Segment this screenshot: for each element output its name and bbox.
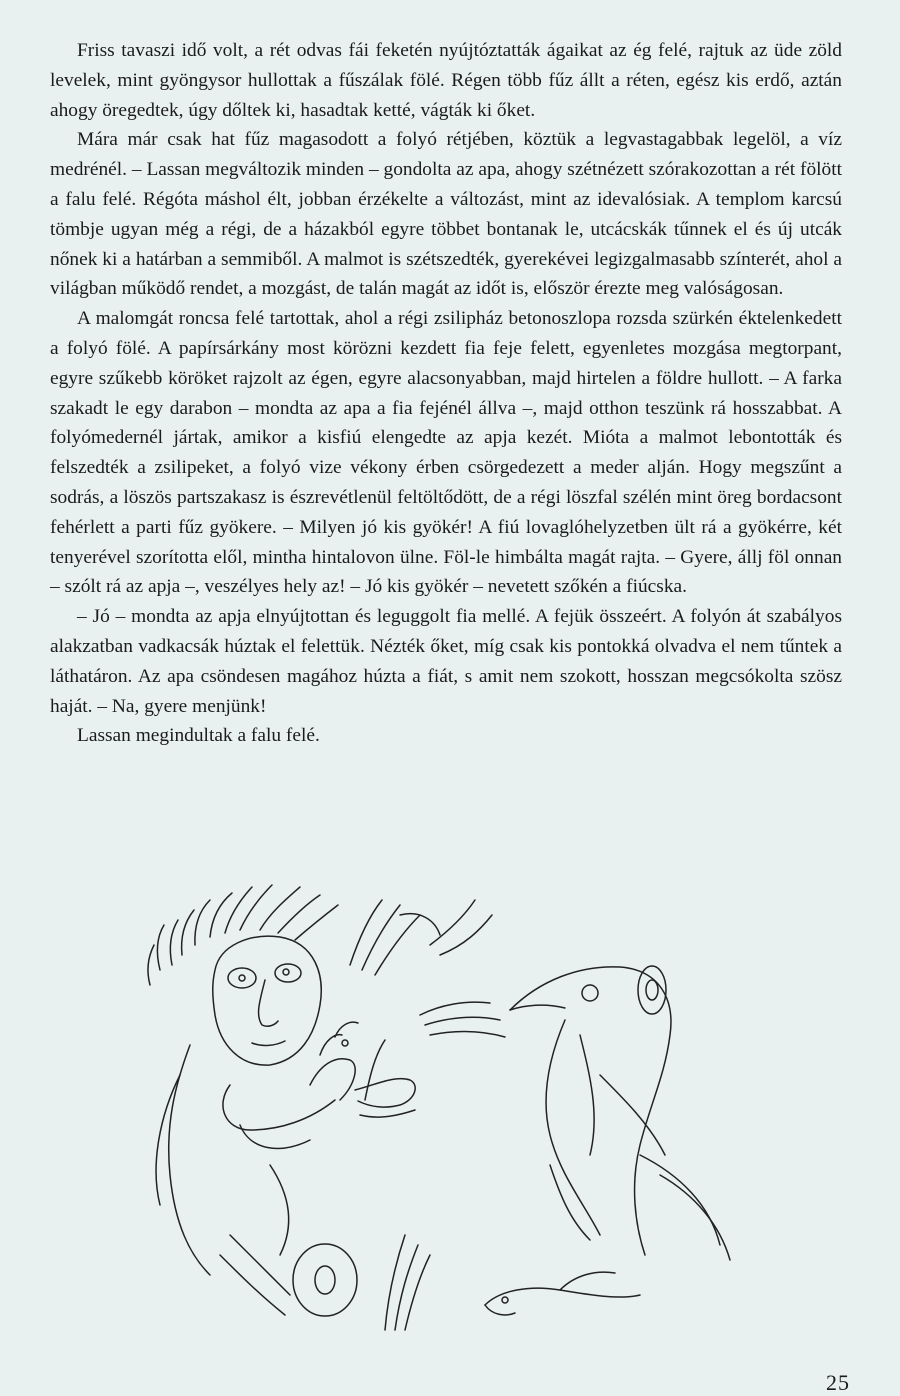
human-face (213, 936, 321, 1065)
hair-strokes (148, 885, 338, 985)
paragraph: – Jó – mondta az apja elnyújtottan és leguggolt fia mellé. A fejük összeért. A folyón át szabályos alakzatban vadkacsák húztak el felettük. Nézték őket, míg csak kis pontokká olvadva el nem tűntek a láthatáron. Az apa csöndesen magához húzta a fiát, s amit nem szokott, hosszan megcsókolta szösz haját. – Na, gyere menjünk! (50, 606, 842, 717)
paragraph: Mára már csak hat fűz magasodott a folyó rétjében, köztük a legvastagabbak legelöl, a víz medrénél. – Lassan megváltozik minden – gondolta az apa, ahogy szétnézett szórakozottan a rét fölött a falu felé. Régóta máshol élt, jobban érzékelte a változást, mint az idevalósiak. A templom karcsú tömbje ugyan még a régi, de a házakból egyre többet bontanak le, utcácskák tűnnek el és új utcák nőnek ki a határban a semmiből. A malmot is szétszedték, gyerekévei legizgalmasabb színterét, ahol a világban működő rendet, a mozgást, de talán magát az időt is, először érezte meg valóságosan. (50, 129, 842, 300)
ink-illustration (120, 875, 760, 1335)
small-bird (485, 1272, 640, 1315)
leaf-strokes (350, 900, 505, 1037)
page-number: 25 (826, 1370, 850, 1395)
paragraph: Friss tavaszi idő volt, a rét odvas fái feketén nyújtóztatták ágaikat az ég felé, rajtuk az üde zöld levelek, mint gyöngysor hullottak a fűszálak fölé. Régen több fűz állt a réten, egész kis erdő, aztán ahogy öregedtek, úgy dőltek ki, hasadtak ketté, vágták ki őket. (50, 40, 842, 121)
eye-circle (293, 1244, 357, 1316)
body-text (50, 36, 842, 751)
paragraph: Lassan megindultak a falu felé. (77, 725, 320, 747)
bird-figure (510, 966, 730, 1260)
paragraph: A malomgát roncsa felé tartottak, ahol a régi zsilipház betonoszlopa rozsda szürkén éktelenkedett a folyó fölé. A papírsárkány most körözni kezdett fia feje felett, egyenletes mozgása megtorpant, egyre szűkebb köröket rajzolt az égen, egyre alacsonyabban, majd hirtelen a földre hullott. – A farka szakadt le egy darabon – mondta az apa a fia fejénél állva –, majd otthon teszünk rá hosszabbat. A folyómedernél jártak, amikor a kisfiú elengedte az apja kezét. Mióta a malmot lebontották és felszedték a zsilipeket, a folyó vize vékony érben csörgedezett a meder alján. Hogy megszűnt a sodrás, a löszös partszakasz is észrevétlenül feltöltődött, de a régi löszfal szélén mint öreg bordacsont fehérlett a parti fűz gyökere. – Milyen jó kis gyökér! A fiú lovaglóhelyzetben ült rá a gyökérre, két tenyerével szorította elől, mintha hintalovon ülne. Föl-le himbálta magát rajta. – Gyere, állj föl onnan – szólt rá az apja –, veszélyes hely az! – Jó kis gyökér – nevetett szőkén a fiúcska. (50, 308, 842, 598)
